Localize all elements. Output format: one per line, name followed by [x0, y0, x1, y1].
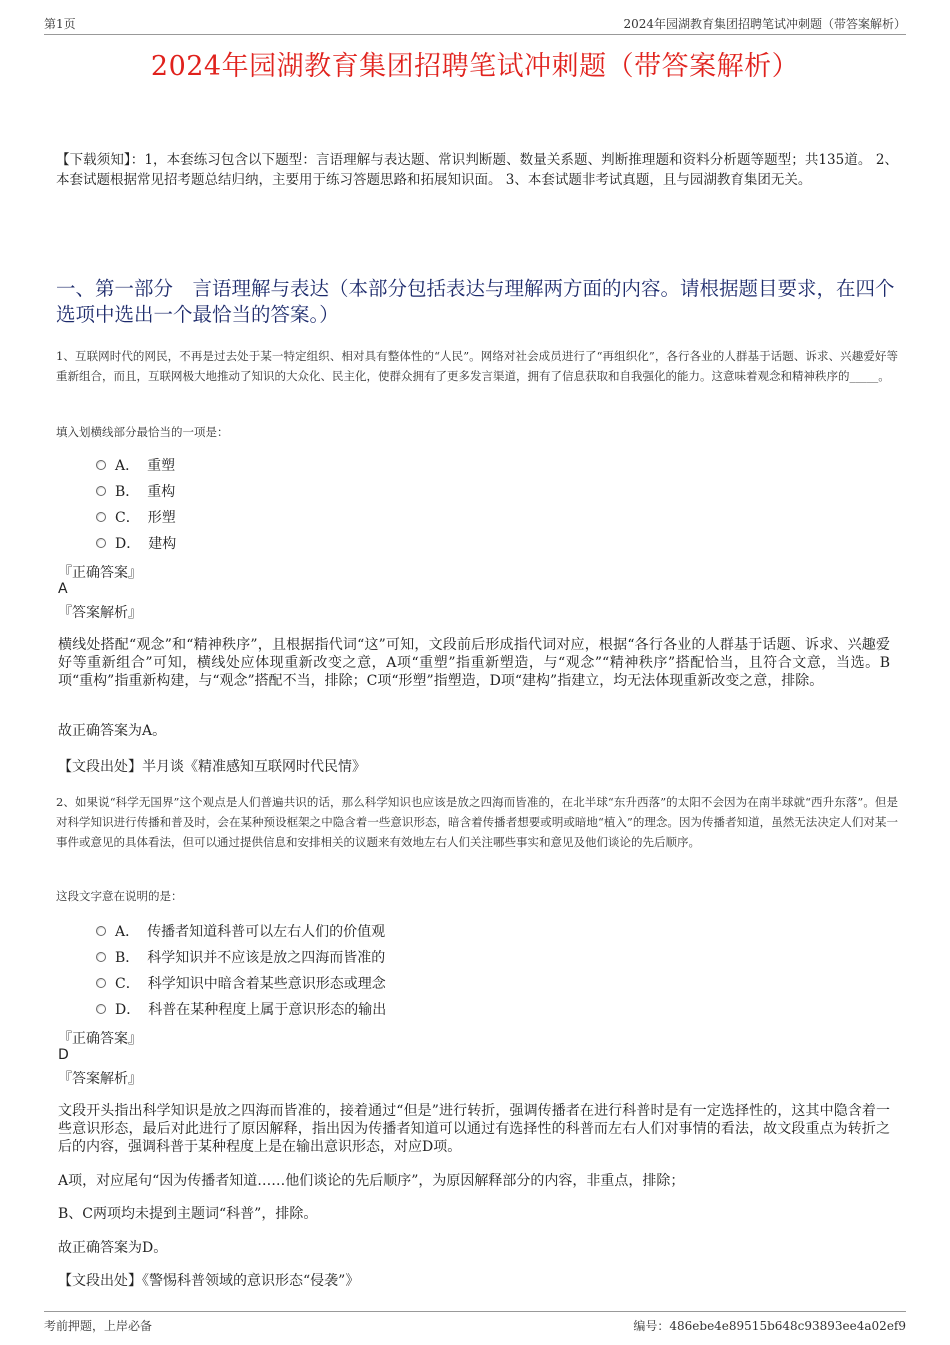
page-header	[44, 12, 906, 35]
page-title: 2024年园湖教育集团招聘笔试冲刺题（带答案解析）	[150, 51, 800, 82]
radio-button[interactable]	[96, 952, 106, 962]
correct-answer-label: 『正确答案』	[58, 1031, 142, 1047]
question-1-options	[96, 452, 176, 556]
option-a[interactable]	[96, 452, 176, 478]
option-b[interactable]	[96, 478, 176, 504]
option-b[interactable]	[96, 944, 386, 970]
source-citation: 【文段出处】半月谈《精准感知互联网时代民情》	[58, 759, 366, 775]
question-1-prompt: 填入划横线部分最恰当的一项是：	[56, 425, 229, 439]
question-2-prompt: 这段文字意在说明的是：	[56, 889, 183, 903]
section-title: 一、第一部分 言语理解与表达（本部分包括表达与理解两方面的内容。请根据题目要求，在四个选项中选出一个最恰当的答案。）	[56, 277, 895, 326]
radio-button[interactable]	[96, 486, 106, 496]
option-letter: B．	[115, 950, 140, 966]
option-text: 科学知识中暗含着某些意识形态或理念	[147, 976, 386, 992]
source-citation: 【文段出处】《警惕科普领域的意识形态“侵袭”》	[58, 1273, 360, 1289]
question-1-stem: 1、互联网时代的网民，不再是过去处于某一特定组织、相对具有整体性的“人民”。网络对社会成员进行了“再组织化”，各行各业的人群基于话题、诉求、兴趣爱好等重新组合，而且，互联网极大地推动了知识的大众化、民主化，使群众拥有了更多发言渠道，拥有了信息获取和自我强化的能力。这意味着观念和精神秩序的_____。	[56, 349, 898, 383]
answer-conclusion: 故正确答案为A。	[58, 723, 167, 739]
option-letter: A．	[115, 924, 140, 940]
page-footer	[44, 1311, 906, 1334]
option-text: 科学知识并不应该是放之四海而皆准的	[147, 950, 386, 966]
analysis-text: 文段开头指出科学知识是放之四海而皆准的，接着通过“但是”进行转折，强调传播者在进行科普时是有一定选择性的，这其中隐含着一些意识形态，最后对此进行了原因解释，指出因为传播者知道可以通过有选择性的科普而左右人们对事情的看法，故文段重点为转折之后的内容，强调科普于某种程度上是在输出意识形态，对应D项。	[58, 1103, 890, 1155]
radio-button[interactable]	[96, 460, 106, 470]
option-letter: C．	[115, 510, 140, 526]
option-d[interactable]	[96, 530, 176, 556]
radio-button[interactable]	[96, 1004, 106, 1014]
option-letter: D．	[115, 1002, 141, 1018]
correct-answer-label: 『正确答案』	[58, 565, 142, 581]
option-text: 形塑	[147, 510, 176, 526]
option-letter: D．	[115, 536, 141, 552]
option-letter: C．	[115, 976, 140, 992]
option-text: 传播者知道科普可以左右人们的价值观	[147, 924, 386, 940]
analysis-text: 横线处搭配“观念”和“精神秩序”，且根据指代词“这”可知，文段前后形成指代词对应，根据“各行各业的人群基于话题、诉求、兴趣爱好等重新组合”可知，横线处应体现重新改变之意，A项“重塑”指重新塑造，与“观念”“精神秩序”搭配恰当，且符合文意，当选。B项“重构”指重新构建，与“观念”搭配不当，排除；C项“形塑”指塑造，D项“建构”指建立，均无法体现重新改变之意，排除。	[58, 637, 890, 689]
page-number: 第1页	[44, 17, 76, 31]
option-letter: A．	[115, 458, 140, 474]
analysis-option-a: A项，对应尾句“因为传播者知道……他们谈论的先后顺序”，为原因解释部分的内容，非重点，排除；	[58, 1173, 685, 1189]
footer-slogan: 考前押题，上岸必备	[44, 1319, 153, 1333]
footer-serial: 编号：486ebe4e89515b648c93893ee4a02ef9	[633, 1319, 906, 1333]
header-doc-title: 2024年园湖教育集团招聘笔试冲刺题（带答案解析）	[623, 17, 906, 31]
question-2-stem: 2、如果说“科学无国界”这个观点是人们普遍共识的话，那么科学知识也应该是放之四海而皆准的，在北半球“东升西落”的太阳不会因为在南半球就“西升东落”。但是对科学知识进行传播和普及时，会在某种预设框架之中隐含着一些意识形态，暗含着传播者想要或明或暗地“植入”的理念。因为传播者知道，虽然无法决定人们对某一事件或意见的具体看法，但可以通过提供信息和安排相关的议题来有效地左右人们关注哪些事实和意见及他们谈论的先后顺序。	[56, 795, 898, 849]
option-a[interactable]	[96, 918, 386, 944]
option-text: 重构	[147, 484, 176, 500]
option-c[interactable]	[96, 970, 386, 996]
analysis-label: 『答案解析』	[58, 1071, 142, 1087]
question-2-options	[96, 918, 386, 1022]
analysis-option-bc: B、C两项均未提到主题词“科普”，排除。	[58, 1206, 318, 1222]
radio-button[interactable]	[96, 512, 106, 522]
radio-button[interactable]	[96, 926, 106, 936]
option-letter: B．	[115, 484, 140, 500]
radio-button[interactable]	[96, 538, 106, 548]
option-text: 科普在某种程度上属于意识形态的输出	[148, 1002, 387, 1018]
analysis-label: 『答案解析』	[58, 605, 142, 621]
option-text: 重塑	[147, 458, 176, 474]
radio-button[interactable]	[96, 978, 106, 988]
option-d[interactable]	[96, 996, 386, 1022]
answer-conclusion: 故正确答案为D。	[58, 1240, 168, 1256]
correct-answer: A	[58, 581, 68, 597]
option-c[interactable]	[96, 504, 176, 530]
option-text: 建构	[148, 536, 177, 552]
download-notice: 【下载须知】：1，本套练习包含以下题型：言语理解与表达题、常识判断题、数量关系题、判断推理题和资料分析题等题型；共135道。 2、本套试题根据常见招考题总结归纳，主要用于练习答题思路和拓展知识面。 3、本套试题非考试真题，且与园湖教育集团无关。	[56, 152, 898, 188]
correct-answer: D	[58, 1047, 69, 1063]
